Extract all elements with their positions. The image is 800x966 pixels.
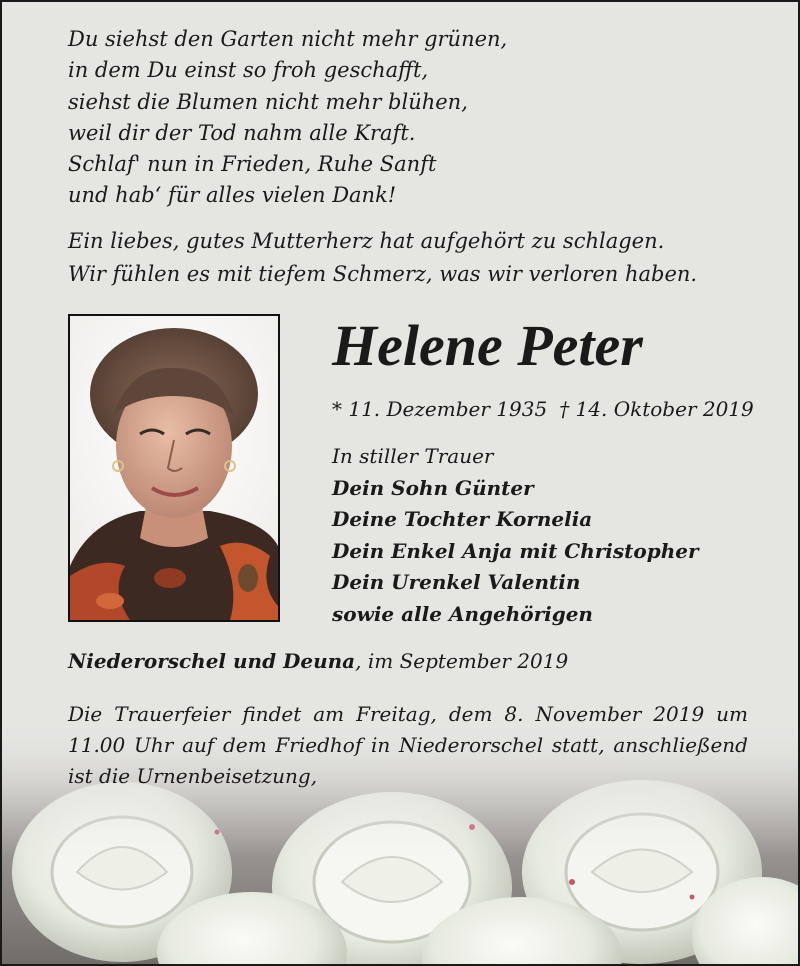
notice-date: , im September 2019 bbox=[355, 649, 569, 673]
deceased-name: Helene Peter bbox=[332, 313, 643, 378]
mourner: sowie alle Angehörigen bbox=[332, 601, 593, 626]
mourner: Dein Sohn Günter bbox=[332, 475, 534, 500]
portrait-photo bbox=[68, 314, 280, 622]
quote-line: Wir fühlen es mit tiefem Schmerz, was wir verloren haben. bbox=[68, 262, 698, 286]
poem-line: und hab‘ für alles vielen Dank! bbox=[68, 183, 397, 208]
mourners-intro: In stiller Trauer bbox=[332, 444, 494, 468]
mourner: Deine Tochter Kornelia bbox=[332, 507, 593, 531]
poem bbox=[68, 24, 507, 212]
place-name: Niederorschel und Deuna bbox=[68, 649, 356, 673]
poem-line: in dem Du einst so froh geschafft, bbox=[68, 58, 429, 83]
place-and-date bbox=[68, 646, 568, 676]
life-dates bbox=[332, 394, 754, 424]
quote bbox=[68, 225, 697, 291]
mourner: Dein Enkel Anja mit Christopher bbox=[332, 538, 699, 563]
birth-date: * 11. Dezember 1935 bbox=[332, 397, 548, 421]
quote-line: Ein liebes, gutes Mutterherz hat aufgehört zu schlagen. bbox=[68, 229, 665, 253]
funeral-info: Die Trauerfeier findet am Freitag, dem 8. November 2019 um 11.00 Uhr auf dem Friedhof in Niederorschel statt, anschließend ist die Urnenbeisetzung, bbox=[68, 702, 748, 788]
portrait-image bbox=[70, 316, 278, 620]
mourners bbox=[332, 441, 699, 630]
poem-line: Schlaf' nun in Frieden, Ruhe Sanft bbox=[68, 152, 437, 177]
poem-line: siehst die Blumen nicht mehr blühen, bbox=[68, 89, 468, 114]
poem-line: weil dir der Tod nahm alle Kraft. bbox=[68, 120, 416, 145]
mourner: Dein Urenkel Valentin bbox=[332, 570, 581, 594]
poem-line: Du siehst den Garten nicht mehr grünen, bbox=[68, 27, 508, 51]
death-date: † 14. Oktober 2019 bbox=[559, 397, 754, 421]
